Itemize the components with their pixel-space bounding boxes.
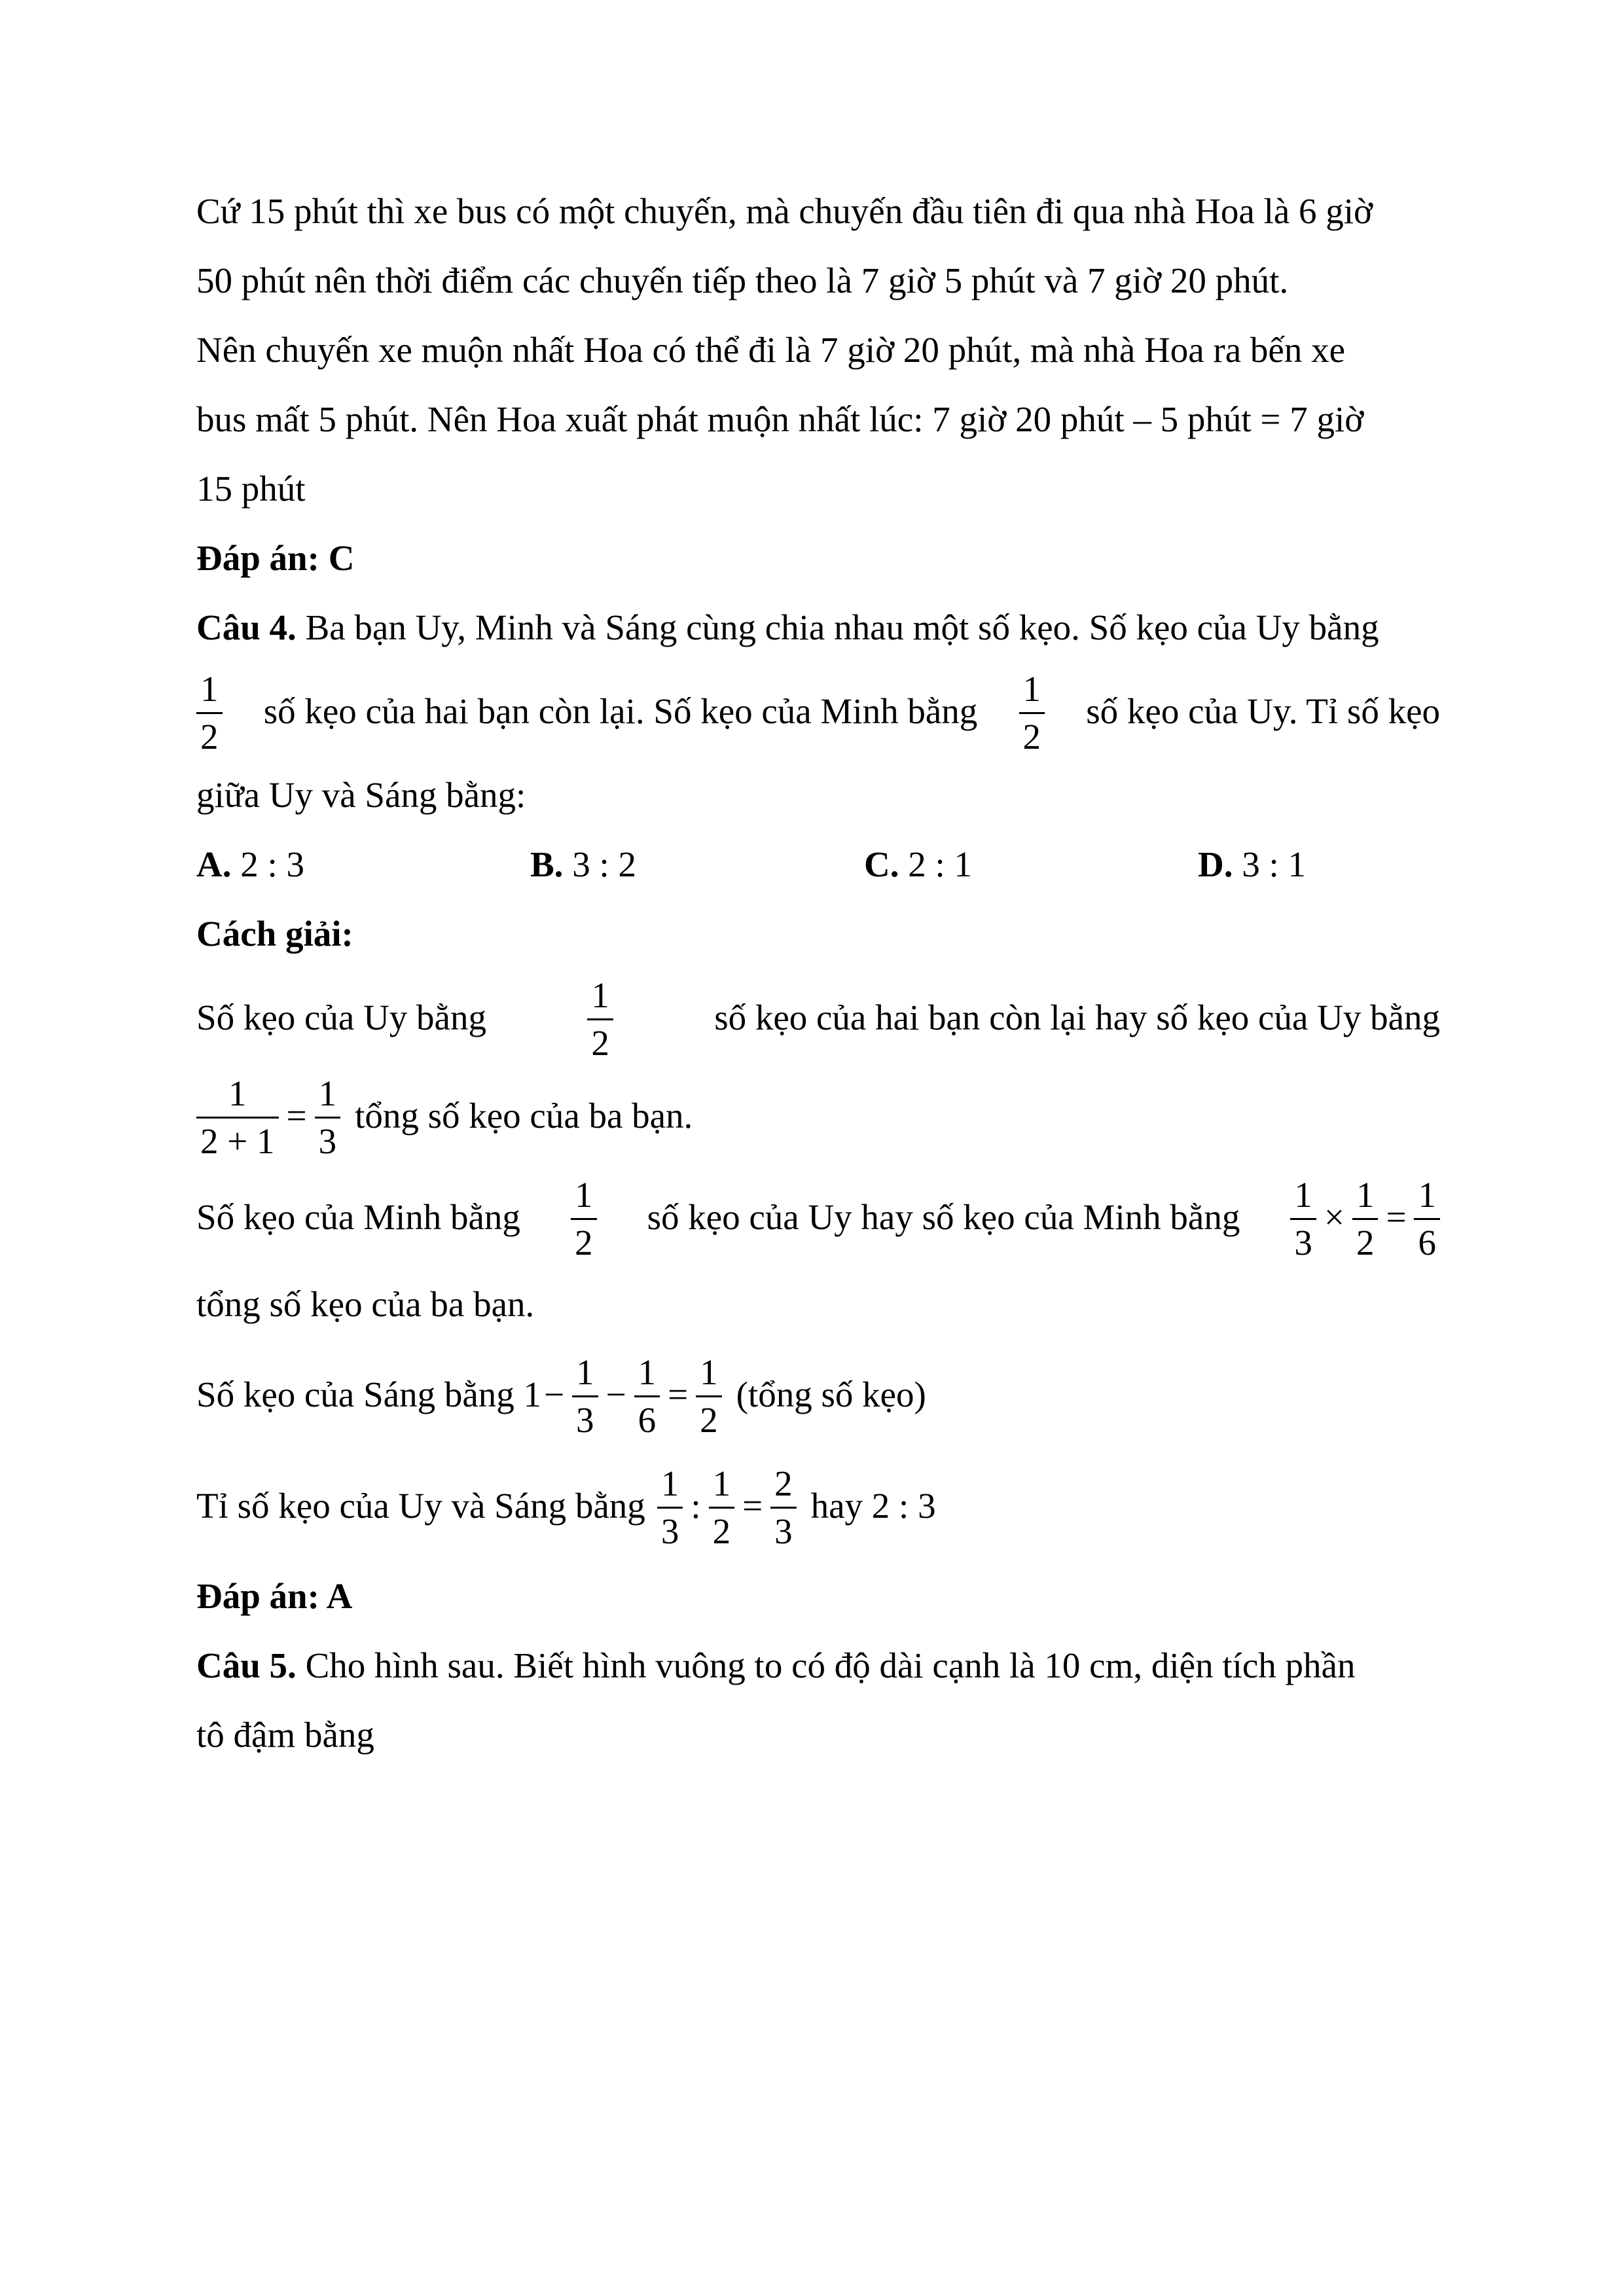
answer-q3: Đáp án: C bbox=[196, 538, 355, 578]
fraction: $\frac{2}{3}$ bbox=[770, 1465, 797, 1551]
answer-options bbox=[196, 830, 1440, 899]
para-line: Nên chuyến xe muộn nhất Hoa có thể đi là 7 giờ 20 phút, mà nhà Hoa ra bến xe bbox=[196, 330, 1345, 370]
fraction: $\frac{1}{2 + 1}$ bbox=[196, 1075, 279, 1160]
solution-text: số kẹo của Uy hay số kẹo của Minh bằng bbox=[647, 1197, 1240, 1237]
option-b: B. 3 : 2 bbox=[530, 844, 636, 884]
para-line: 15 phút bbox=[196, 469, 306, 509]
answer-q4: Đáp án: A bbox=[196, 1576, 353, 1616]
question-4-line: giữa Uy và Sáng bằng: bbox=[196, 775, 526, 815]
solution-line bbox=[196, 1339, 1440, 1450]
fraction: $\frac{1}{3}$ bbox=[572, 1354, 598, 1439]
question-5-label: Câu 5. bbox=[196, 1645, 297, 1685]
solution-text: hay 2 : 3 bbox=[810, 1486, 936, 1526]
solution-text: tổng số kẹo của ba bạn. bbox=[355, 1096, 693, 1136]
question-5-line bbox=[196, 1631, 1440, 1700]
solution-text: Tỉ số kẹo của Uy và Sáng bằng bbox=[196, 1486, 645, 1526]
question-4-line bbox=[196, 593, 1440, 662]
fraction: $\frac{1}{3}$ bbox=[315, 1075, 341, 1160]
question-5-line: tô đậm bằng bbox=[196, 1715, 374, 1755]
document-page bbox=[196, 177, 1440, 1770]
fraction: $\frac{1}{2}$ bbox=[696, 1354, 722, 1439]
fraction: $\frac{1}{2}$ bbox=[571, 1176, 597, 1262]
solution-line bbox=[196, 1165, 1440, 1270]
question-4-text: số kẹo của Uy. Tỉ số kẹo bbox=[1086, 691, 1440, 731]
fraction: $\frac{1}{2}$ bbox=[1019, 670, 1045, 756]
question-4-fraction-line bbox=[196, 662, 1440, 761]
solution-text: Số kẹo của Sáng bằng 1 bbox=[196, 1374, 541, 1414]
para-line: 50 phút nên thời điểm các chuyến tiếp theo là 7 giờ 5 phút và 7 giờ 20 phút. bbox=[196, 260, 1289, 300]
equals-sign: = bbox=[668, 1374, 689, 1414]
math-expression bbox=[1285, 1175, 1440, 1261]
minus-sign: − bbox=[605, 1374, 626, 1414]
solution-text: Số kẹo của Uy bằng bbox=[196, 997, 486, 1037]
solution-text: số kẹo của hai bạn còn lại hay số kẹo của Uy bằng bbox=[714, 997, 1440, 1037]
solution-line: tổng số kẹo của ba bạn. bbox=[196, 1284, 535, 1324]
fraction: $\frac{1}{3}$ bbox=[1290, 1176, 1316, 1262]
question-4-label: Câu 4. bbox=[196, 607, 297, 647]
equals-sign: = bbox=[742, 1486, 763, 1526]
para-line: bus mất 5 phút. Nên Hoa xuất phát muộn nhất lúc: 7 giờ 20 phút – 5 phút = 7 giờ bbox=[196, 399, 1364, 439]
solution-text: Số kẹo của Minh bằng bbox=[196, 1197, 520, 1237]
option-a: A. 2 : 3 bbox=[196, 844, 305, 884]
fraction: $\frac{1}{2}$ bbox=[1352, 1176, 1379, 1262]
option-c: C. 2 : 1 bbox=[864, 844, 973, 884]
equals-sign: = bbox=[1386, 1197, 1407, 1237]
fraction: $\frac{1}{2}$ bbox=[196, 670, 223, 756]
solution-line bbox=[196, 969, 1440, 1067]
question-5-text: Cho hình sau. Biết hình vuông to có độ dài cạnh là 10 cm, diện tích phần bbox=[296, 1645, 1356, 1685]
solution-line bbox=[196, 1067, 1440, 1165]
solution-text: (tổng số kẹo) bbox=[736, 1374, 926, 1414]
fraction: $\frac{1}{2}$ bbox=[587, 977, 613, 1062]
fraction: $\frac{1}{2}$ bbox=[709, 1465, 735, 1551]
times-sign: × bbox=[1324, 1197, 1344, 1237]
solution-line bbox=[196, 1450, 1440, 1562]
solution-heading: Cách giải: bbox=[196, 914, 353, 954]
question-4-text: số kẹo của hai bạn còn lại. Số kẹo của Minh bằng bbox=[263, 691, 978, 731]
fraction: $\frac{1}{6}$ bbox=[1414, 1176, 1440, 1262]
para-line: Cứ 15 phút thì xe bus có một chuyến, mà chuyến đầu tiên đi qua nhà Hoa là 6 giờ bbox=[196, 191, 1373, 231]
question-4-text: Ba bạn Uy, Minh và Sáng cùng chia nhau một số kẹo. Số kẹo của Uy bằng bbox=[296, 607, 1379, 647]
fraction: $\frac{1}{3}$ bbox=[657, 1465, 683, 1551]
fraction: $\frac{1}{6}$ bbox=[634, 1354, 660, 1439]
minus-sign: − bbox=[544, 1374, 565, 1414]
colon-sign: : bbox=[691, 1486, 701, 1526]
equals-sign: = bbox=[286, 1096, 307, 1136]
option-d: D. 3 : 1 bbox=[1198, 844, 1307, 884]
